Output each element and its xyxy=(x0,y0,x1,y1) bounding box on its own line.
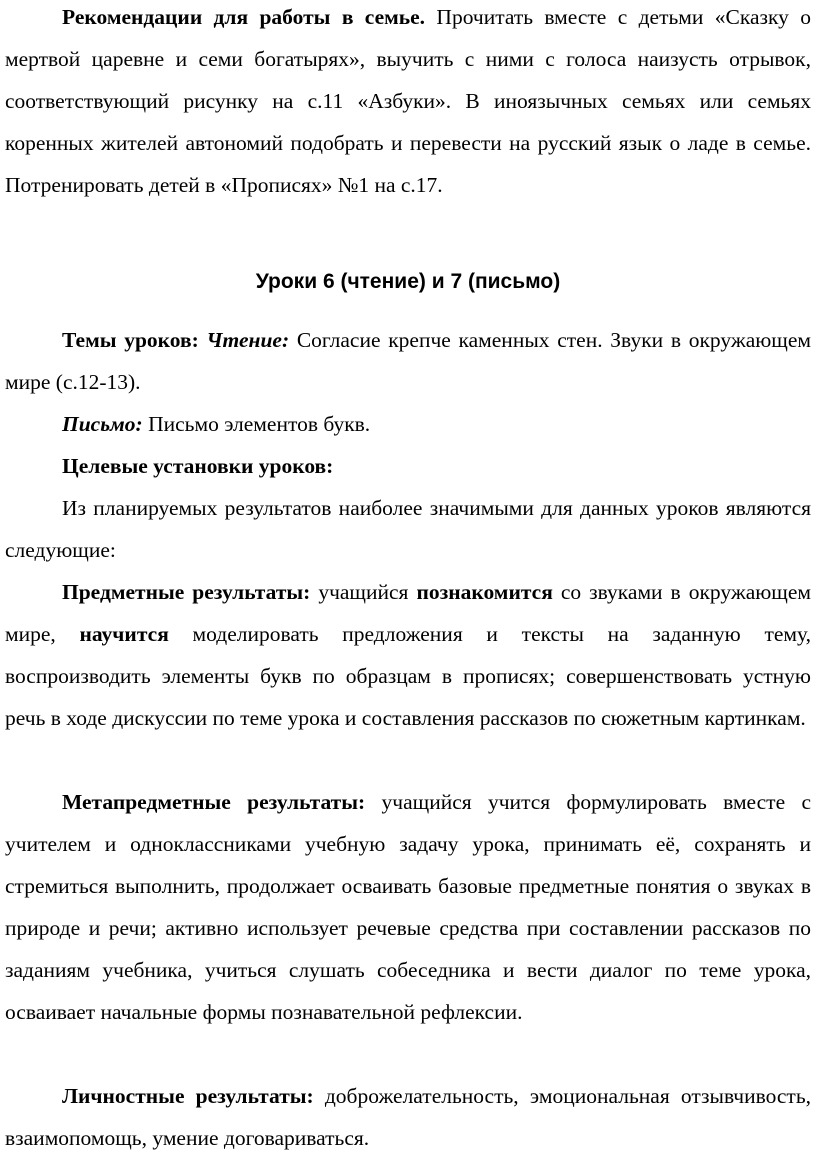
lesson-heading: Уроки 6 (чтение) и 7 (письмо) xyxy=(255,270,561,293)
meta-results-paragraph xyxy=(5,781,811,1033)
personal-results-label: Личностные результаты: xyxy=(62,1084,314,1108)
subject-results-label: Предметные результаты: xyxy=(62,580,311,604)
topics-label: Темы уроков: xyxy=(62,328,199,352)
subject-results-paragraph xyxy=(5,571,811,739)
subject-results-text-2: со звуками в окружающем мире, xyxy=(5,580,811,646)
personal-results-paragraph xyxy=(5,1075,811,1159)
family-recommendations-label: Рекомендации для работы в семье. xyxy=(62,5,426,29)
writing-topic-text: Письмо элементов букв. xyxy=(142,412,371,436)
goals-intro-paragraph xyxy=(5,487,811,571)
subject-results-keyword-1: познакомится xyxy=(416,580,553,604)
goals-intro-text: Из планируемых результатов наиболее значимыми для данных уроков являются следующие: xyxy=(5,496,811,562)
family-recommendations-paragraph xyxy=(5,0,811,206)
writing-paragraph xyxy=(5,403,811,445)
family-recommendations-text: Прочитать вместе с детьми «Сказку о мертвой царевне и семи богатырях», выучить с ними с голоса наизусть отрывок, соответствующий рисунку на с.11 «Азбуки». В иноязычных семьях или семьях коренных жителей автономий подобрать и перевести на русский язык о ладе в семье. Потренировать детей в «Прописях» №1 на с.17. xyxy=(5,5,811,197)
goals-label: Целевые установки уроков: xyxy=(62,454,334,478)
reading-topic-text: Согласие крепче каменных стен. Звуки в окружающем мире (с.12-13). xyxy=(5,328,812,394)
subject-results-text-1: учащийся xyxy=(310,580,417,604)
reading-label: Чтение: xyxy=(206,328,290,352)
subject-results-text-3: моделировать предложения и тексты на заданную тему, воспроизводить элементы букв по образцам в прописях; совершенствовать устную речь в ходе дискуссии по теме урока и составления рассказов по сюжетным картинкам. xyxy=(5,622,811,730)
personal-results-text: доброжелательность, эмоциональная отзывчивость, взаимопомощь, умение договариваться. xyxy=(5,1084,812,1150)
subject-results-keyword-2: научится xyxy=(79,622,169,646)
meta-results-text: учащийся учится формулировать вместе с учителем и одноклассниками учебную задачу урока, принимать её, сохранять и стремиться выполнить, продолжает осваивать базовые предметные понятия о звуках в природе и речи; активно использует речевые средства при составлении рассказов по заданиям учебника, учиться слушать собеседника и вести диалог по теме урока, осваивает начальные формы познавательной рефлексии. xyxy=(5,790,812,1024)
goals-label-paragraph xyxy=(5,445,811,487)
topics-paragraph xyxy=(5,319,811,403)
writing-label: Письмо: xyxy=(62,412,143,436)
meta-results-label: Метапредметные результаты: xyxy=(62,790,366,814)
